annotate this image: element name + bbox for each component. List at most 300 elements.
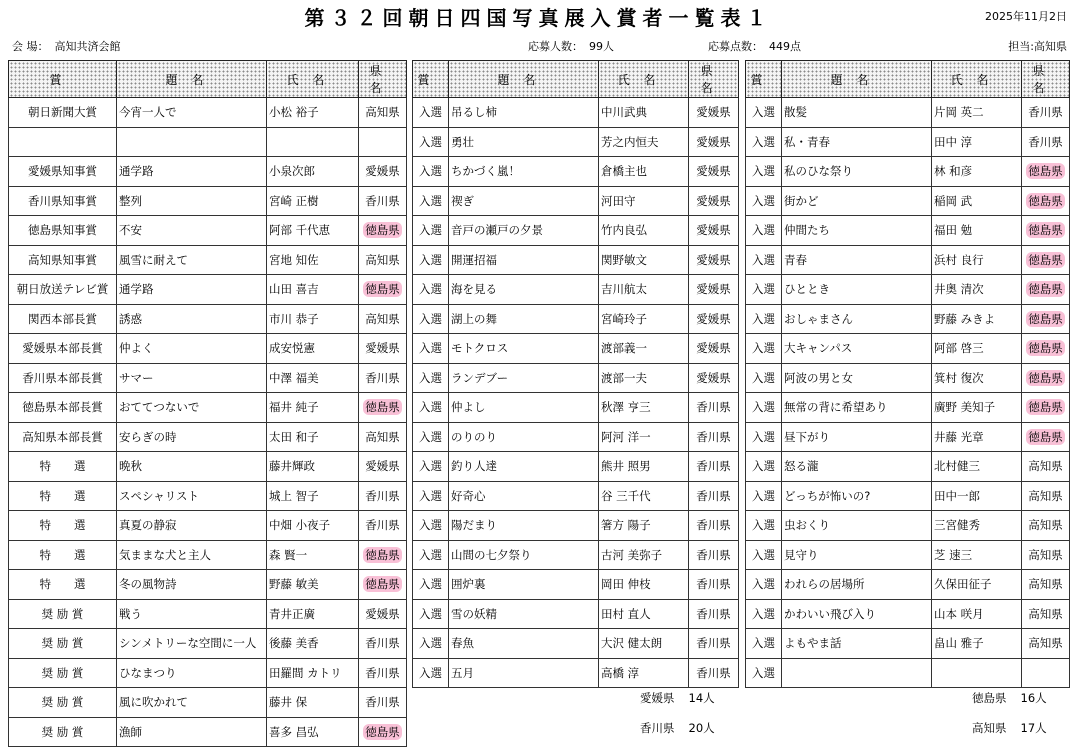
pref-cell (1022, 334, 1070, 364)
pref-cell (1022, 629, 1070, 659)
pref-cell-text: 愛媛県 (365, 164, 400, 179)
pref-cell-text: 愛媛県 (365, 341, 400, 356)
pref-cell (359, 658, 407, 688)
prize-cell-text: 朝日放送テレビ賞 (16, 282, 109, 297)
name-cell-text: 渡部一夫 (601, 370, 647, 385)
pref-cell-text: 香川県 (696, 577, 731, 592)
name-cell-text: 阿部 啓三 (934, 341, 984, 356)
prize-cell (9, 599, 117, 629)
table-row (413, 422, 739, 452)
prize-cell-text: 入選 (752, 606, 775, 621)
title-cell (449, 363, 599, 393)
pref-cell-text: 高知県 (365, 252, 400, 267)
pref-cell (689, 334, 739, 364)
name-cell-text: 野藤 敏美 (269, 577, 319, 592)
title-cell-text: 戦う (119, 606, 142, 621)
pref-cell-text: 高知県 (1028, 547, 1063, 562)
prize-cell (413, 245, 449, 275)
title-cell (449, 540, 599, 570)
table-row (413, 658, 739, 688)
pref-cell (359, 363, 407, 393)
pref-cell-text: 香川県 (696, 665, 731, 680)
title-cell-text: どっちが怖いの? (784, 488, 871, 503)
name-cell (599, 452, 689, 482)
prize-cell (746, 422, 782, 452)
prize-cell-text: 入選 (752, 134, 775, 149)
page-title: 第３２回朝日四国写真展入賞者一覧表１ (304, 6, 773, 30)
title-cell-text: シンメトリーな空間に一人 (119, 636, 257, 651)
title-cell (449, 275, 599, 305)
pref-cell (359, 393, 407, 423)
title-cell (449, 393, 599, 423)
prize-cell-text: 入選 (752, 665, 775, 680)
prize-cell (413, 304, 449, 334)
title-cell-text: モトクロス (451, 341, 509, 356)
name-cell-text: 後藤 美香 (269, 636, 319, 651)
table-row (746, 363, 1070, 393)
prize-cell (9, 127, 117, 157)
prize-cell (746, 186, 782, 216)
table-row (413, 157, 739, 187)
table-row (413, 127, 739, 157)
title-cell (117, 216, 267, 246)
pref-cell-text: 徳島県 (1028, 429, 1063, 444)
prize-cell-text: 入選 (752, 282, 775, 297)
name-cell (599, 363, 689, 393)
name-cell-text: 秋澤 亨三 (601, 400, 651, 415)
prize-cell-text: 入選 (419, 606, 442, 621)
prize-cell-text: 奨 励 賞 (41, 665, 84, 680)
name-cell (932, 658, 1022, 688)
pref-cell-text: 高知県 (365, 105, 400, 120)
name-cell (267, 599, 359, 629)
prize-cell-text: 香川県本部長賞 (22, 370, 103, 385)
title-cell-text: 海を見る (451, 282, 497, 297)
name-cell (599, 275, 689, 305)
staff-value: 高知県 (1034, 40, 1067, 53)
table-row (413, 216, 739, 246)
table-row (413, 629, 739, 659)
total-value: 17人 (1020, 721, 1047, 735)
name-cell-text: 畠山 雅子 (934, 636, 984, 651)
name-cell-text: 廣野 美知子 (934, 400, 996, 415)
prize-cell (413, 186, 449, 216)
col-prize: 賞 (9, 61, 117, 98)
title-cell (117, 511, 267, 541)
pref-cell (1022, 570, 1070, 600)
title-cell (117, 98, 267, 128)
pref-cell (359, 540, 407, 570)
pref-cell-text: 徳島県 (365, 223, 400, 238)
title-cell-text: 風に吹かれて (119, 695, 188, 710)
prize-cell-text: 特 選 (39, 577, 86, 592)
title-cell-text: 仲間たち (784, 223, 830, 238)
title-cell-text: 私のひな祭り (784, 164, 853, 179)
title-cell-text: 陽だまり (451, 518, 497, 533)
prize-cell (413, 658, 449, 688)
prize-cell (9, 629, 117, 659)
prize-cell (746, 98, 782, 128)
table-row (9, 216, 407, 246)
prize-cell (413, 452, 449, 482)
pref-cell (689, 363, 739, 393)
name-cell (932, 452, 1022, 482)
title-cell (782, 216, 932, 246)
title-cell-text: 開運招福 (451, 252, 497, 267)
title-cell (782, 511, 932, 541)
name-cell-text: 箸方 陽子 (601, 518, 651, 533)
title-cell-text: 無常の背に希望あり (784, 400, 888, 415)
title-cell (117, 334, 267, 364)
name-cell (599, 481, 689, 511)
table-row (9, 334, 407, 364)
col-title: 題名 (449, 61, 599, 98)
pref-cell-text: 徳島県 (1028, 164, 1063, 179)
table-row (746, 570, 1070, 600)
title-cell (449, 186, 599, 216)
prize-cell (746, 599, 782, 629)
table-row (413, 540, 739, 570)
title-cell (782, 275, 932, 305)
title-cell (782, 599, 932, 629)
pref-cell (359, 688, 407, 718)
col-pref: 県名 (689, 61, 739, 98)
name-cell (599, 334, 689, 364)
table-row (746, 511, 1070, 541)
pref-cell (1022, 658, 1070, 688)
pref-cell-text: 徳島県 (1028, 282, 1063, 297)
prize-cell-text: 入選 (752, 311, 775, 326)
table-row (746, 304, 1070, 334)
title-cell (117, 393, 267, 423)
name-cell-text: 関野敏文 (601, 252, 647, 267)
title-cell-text: 昼下がり (784, 429, 830, 444)
prize-cell (746, 452, 782, 482)
table-row (746, 540, 1070, 570)
name-cell-text: 山本 咲月 (934, 606, 984, 621)
col-prize: 賞 (413, 61, 449, 98)
title-cell (117, 481, 267, 511)
name-cell-text: 太田 和子 (269, 429, 319, 444)
name-cell-text: 片岡 英二 (934, 105, 984, 120)
title-cell (782, 658, 932, 688)
pref-cell (359, 629, 407, 659)
pref-cell-text: 高知県 (1028, 488, 1063, 503)
title-cell (117, 658, 267, 688)
prize-cell (413, 363, 449, 393)
venue-label: 会 場： (12, 40, 49, 53)
name-cell-text: 芝 速三 (934, 547, 973, 562)
title-cell-text: サマー (119, 370, 154, 385)
name-cell-text: 田村 直人 (601, 606, 651, 621)
pref-cell (689, 157, 739, 187)
title-cell-text: 私・青春 (784, 134, 830, 149)
table-row (746, 599, 1070, 629)
prize-cell (746, 540, 782, 570)
title-cell (117, 599, 267, 629)
title-cell (782, 334, 932, 364)
pref-cell (689, 393, 739, 423)
name-cell (932, 127, 1022, 157)
pref-cell (689, 304, 739, 334)
name-cell (932, 481, 1022, 511)
table-row (9, 157, 407, 187)
prize-cell-text: 入選 (752, 429, 775, 444)
title-cell-text: 怒る瀧 (784, 459, 819, 474)
title-cell-text: 安らぎの時 (119, 429, 177, 444)
table-row (746, 452, 1070, 482)
prize-cell (746, 363, 782, 393)
pref-cell-text: 高知県 (365, 429, 400, 444)
pref-cell-text: 高知県 (1028, 606, 1063, 621)
table-row (413, 393, 739, 423)
prize-cell (9, 186, 117, 216)
prize-cell (413, 422, 449, 452)
pref-cell (689, 127, 739, 157)
prize-cell (9, 717, 117, 747)
table-row (746, 275, 1070, 305)
col-name: 氏名 (599, 61, 689, 98)
pref-cell (359, 422, 407, 452)
name-cell-text: 喜多 昌弘 (269, 724, 319, 739)
pref-cell-text: 香川県 (696, 400, 731, 415)
pref-cell-text: 香川県 (696, 547, 731, 562)
pref-cell-text: 香川県 (365, 370, 400, 385)
name-cell (599, 127, 689, 157)
pref-cell (1022, 186, 1070, 216)
title-cell-text: 整列 (119, 193, 142, 208)
prize-cell-text: 朝日新聞大賞 (28, 105, 97, 120)
prize-cell (413, 98, 449, 128)
pref-cell (359, 245, 407, 275)
name-cell (267, 422, 359, 452)
title-cell (117, 717, 267, 747)
name-cell-text: 岡田 伸枝 (601, 577, 651, 592)
table-row (746, 98, 1070, 128)
name-cell (267, 658, 359, 688)
prize-cell (9, 570, 117, 600)
table-row (9, 570, 407, 600)
prize-cell-text: 香川県知事賞 (28, 193, 97, 208)
name-cell-text: 福田 勉 (934, 223, 973, 238)
prize-cell (746, 629, 782, 659)
name-cell (267, 481, 359, 511)
prize-cell-text: 入選 (752, 223, 775, 238)
title-cell-text: 春魚 (451, 636, 474, 651)
table-row (9, 481, 407, 511)
title-cell (782, 157, 932, 187)
name-cell-text: 浜村 良行 (934, 252, 984, 267)
table-row (413, 511, 739, 541)
table-row (413, 452, 739, 482)
pref-cell-text: 愛媛県 (696, 341, 731, 356)
pref-cell-text: 徳島県 (1028, 311, 1063, 326)
table-row (9, 363, 407, 393)
title-cell-text: 好奇心 (451, 488, 486, 503)
title-cell-text: 通学路 (119, 282, 154, 297)
pref-cell-text: 徳島県 (1028, 370, 1063, 385)
pref-cell (689, 481, 739, 511)
table-row (413, 98, 739, 128)
name-cell-text: 阿部 千代恵 (269, 223, 331, 238)
name-cell-text: 中畑 小夜子 (269, 518, 331, 533)
prize-cell (746, 304, 782, 334)
name-cell (267, 540, 359, 570)
title-cell (449, 157, 599, 187)
title-cell (782, 186, 932, 216)
total-value: 16人 (1020, 691, 1047, 705)
pref-cell-text: 愛媛県 (696, 134, 731, 149)
title-cell (782, 422, 932, 452)
pref-cell (359, 186, 407, 216)
prize-cell-text: 入選 (419, 193, 442, 208)
name-cell (932, 363, 1022, 393)
name-cell-text: 吉川航太 (601, 282, 647, 297)
name-cell (599, 511, 689, 541)
prize-cell (746, 216, 782, 246)
title-cell-text: 見守り (784, 547, 819, 562)
prize-cell-text: 入選 (419, 252, 442, 267)
pref-cell-text: 高知県 (1028, 636, 1063, 651)
pref-cell (1022, 245, 1070, 275)
pref-cell-text: 香川県 (365, 488, 400, 503)
pref-cell (1022, 363, 1070, 393)
table-row (746, 245, 1070, 275)
prize-cell (9, 540, 117, 570)
title-cell-text: のりのり (451, 429, 497, 444)
table-row (413, 245, 739, 275)
prize-cell-text: 入選 (419, 400, 442, 415)
prize-cell-text: 入選 (752, 341, 775, 356)
table-row (413, 363, 739, 393)
prize-cell (746, 245, 782, 275)
total-label: 愛媛県 (640, 691, 675, 705)
col-prize: 賞 (746, 61, 782, 98)
table-row (9, 304, 407, 334)
name-cell (267, 717, 359, 747)
name-cell-text: 渡部義一 (601, 341, 647, 356)
prize-cell (413, 216, 449, 246)
title-cell-text: 風雪に耐えて (119, 252, 188, 267)
table-row (9, 511, 407, 541)
prize-cell-text: 入選 (752, 252, 775, 267)
pref-cell-text: 香川県 (696, 518, 731, 533)
name-cell-text: 田中 淳 (934, 134, 973, 149)
name-cell (932, 629, 1022, 659)
title-cell-text: おててつないで (119, 400, 200, 415)
name-cell (932, 245, 1022, 275)
title-cell-text: 禊ぎ (451, 193, 474, 208)
pref-cell-text: 香川県 (365, 636, 400, 651)
pref-cell (689, 511, 739, 541)
title-cell-text: 大キャンパス (784, 341, 853, 356)
title-cell (449, 599, 599, 629)
title-cell (117, 186, 267, 216)
name-cell-text: 久保田征子 (934, 577, 992, 592)
table-row (746, 393, 1070, 423)
title-cell-text: 五月 (451, 665, 474, 680)
prize-cell-text: 入選 (752, 400, 775, 415)
name-cell (932, 393, 1022, 423)
name-cell-text: 中澤 福美 (269, 370, 319, 385)
pref-cell (689, 98, 739, 128)
pref-cell (1022, 422, 1070, 452)
title-cell (449, 452, 599, 482)
prize-cell-text: 奨 励 賞 (41, 606, 84, 621)
pref-cell-text: 香川県 (365, 193, 400, 208)
pref-cell-text: 香川県 (696, 459, 731, 474)
table-row (9, 540, 407, 570)
name-cell (599, 629, 689, 659)
prize-cell (413, 599, 449, 629)
prize-cell (9, 216, 117, 246)
pref-cell (689, 422, 739, 452)
title-cell (117, 127, 267, 157)
pref-cell-text: 高知県 (1028, 577, 1063, 592)
prize-cell (413, 629, 449, 659)
name-cell (932, 540, 1022, 570)
prize-cell-text: 徳島県知事賞 (28, 223, 97, 238)
prize-cell-text: 奨 励 賞 (41, 695, 84, 710)
prize-cell-text: 入選 (419, 370, 442, 385)
title-cell-text: 不安 (119, 223, 142, 238)
table-header (746, 61, 1070, 98)
title-cell-text: ひととき (784, 282, 830, 297)
name-cell (267, 304, 359, 334)
table-header (413, 61, 739, 98)
award-table-2 (412, 60, 739, 688)
table-row (9, 629, 407, 659)
title-cell (782, 127, 932, 157)
pref-cell-text: 愛媛県 (696, 252, 731, 267)
prize-cell-text: 入選 (419, 577, 442, 592)
applicants-value: 99人 (589, 40, 614, 53)
prize-cell-text: 入選 (752, 105, 775, 120)
applicants-label: 応募人数： (528, 40, 583, 53)
name-cell (267, 570, 359, 600)
name-cell-text: 倉橋主也 (601, 164, 647, 179)
title-cell (782, 98, 932, 128)
pref-cell (689, 570, 739, 600)
title-cell (449, 511, 599, 541)
table-row (9, 658, 407, 688)
pref-cell-text: 徳島県 (1028, 400, 1063, 415)
prize-cell (746, 658, 782, 688)
name-cell (599, 186, 689, 216)
col-name: 氏名 (932, 61, 1022, 98)
name-cell (932, 599, 1022, 629)
col-pref: 県名 (359, 61, 407, 98)
pref-cell (689, 186, 739, 216)
total-tokushima (972, 690, 1047, 706)
pref-cell (359, 570, 407, 600)
staff-info (1008, 38, 1067, 54)
pref-cell-text: 香川県 (365, 518, 400, 533)
prize-cell (746, 570, 782, 600)
name-cell-text: 箕村 復次 (934, 370, 984, 385)
table-row (746, 658, 1070, 688)
prize-cell-text: 入選 (419, 547, 442, 562)
prize-cell-text: 入選 (419, 282, 442, 297)
title-cell (782, 363, 932, 393)
prize-cell-text: 入選 (419, 518, 442, 533)
prize-cell-text: 入選 (419, 665, 442, 680)
name-cell-text: 林 和彦 (934, 164, 973, 179)
title-cell-text: ランデブー (451, 370, 509, 385)
prize-cell-text: 入選 (752, 459, 775, 474)
prize-cell (9, 393, 117, 423)
name-cell-text: 森 賢一 (269, 547, 308, 562)
